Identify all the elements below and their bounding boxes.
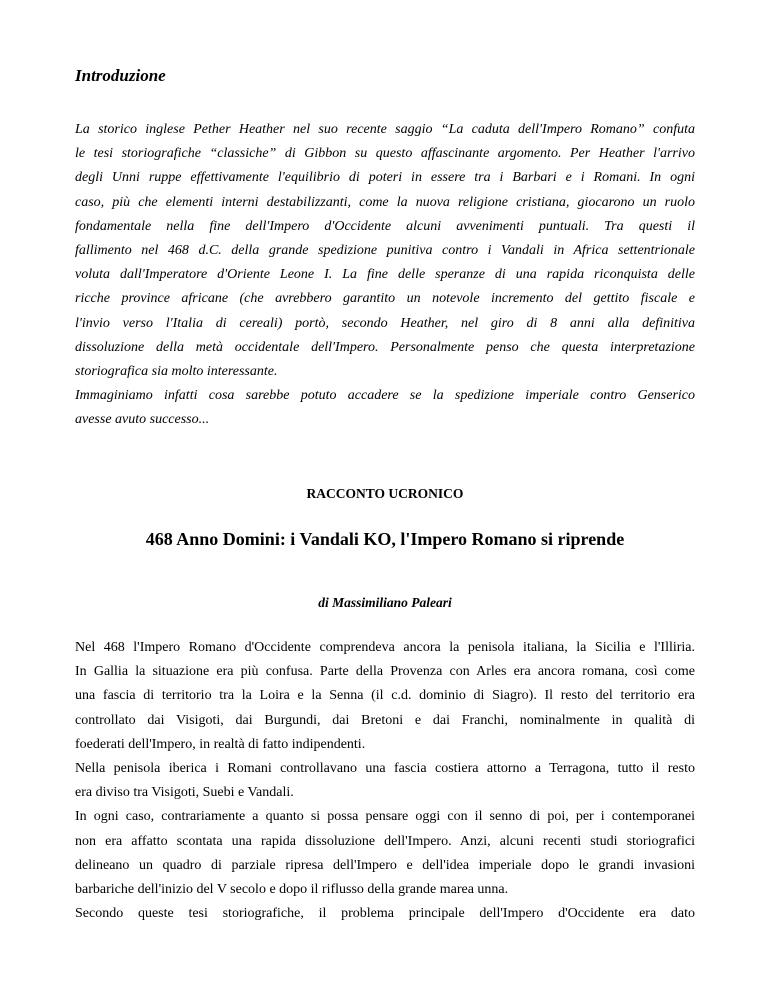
intro-paragraph [75, 384, 695, 432]
text-line: Nel 468 l'Impero Romano d'Occidente comprendeva ancora la penisola italiana, la Sicilia e l'Illiria. [75, 640, 695, 655]
text-line: era diviso tra Visigoti, Suebi e Vandali. [75, 785, 294, 801]
text-line: fondamentale nella fine dell'Impero d'Occidente alcuni avvenimenti puntuali. Tra questi il [75, 218, 695, 234]
text-line: avesse avuto successo... [75, 412, 210, 428]
text-line: non era affatto scontata una rapida dissoluzione dell'Impero. Anzi, alcuni recenti studi storiografici [75, 833, 695, 849]
text-line: fallimento nel 468 d.C. della grande spedizione punitiva contro i Vandali in Africa settentrionale [75, 242, 695, 258]
section-label: RACCONTO UCRONICO [306, 486, 464, 501]
story-text [75, 636, 695, 926]
text-line: La storico inglese Pether Heather nel suo recente saggio “La caduta dell'Impero Romano” confuta [75, 122, 695, 137]
text-line: foederati dell'Impero, in realtà di fatto indipendenti. [75, 736, 366, 752]
text-line: controllato dai Visigoti, dai Burgundi, dai Bretoni e dai Franchi, nominalmente in qualità di [75, 712, 695, 728]
text-line: In Gallia la situazione era più confusa. Parte della Provenza con Arles era ancora romana, così come [75, 664, 695, 680]
text-line: caso, più che elementi interni destabilizzanti, come la nuova religione cristiana, giocarono un ruolo [75, 194, 695, 210]
text-line: delineano un quadro di parziale ripresa dell'Impero e dell'idea imperiale dopo le grandi invasioni [75, 857, 695, 873]
story-paragraph [75, 902, 695, 926]
story-paragraph [75, 757, 695, 805]
intro-paragraph [75, 118, 695, 384]
text-line: Nella penisola iberica i Romani controllavano una fascia costiera attorno a Terragona, tutto il resto [75, 760, 695, 776]
text-line: ricche province africane (che avrebbero garantito un notevole incremento del gettito fiscale e [75, 291, 695, 307]
story-paragraph [75, 805, 695, 902]
text-line: l'invio verso l'Italia di cereali) portò, secondo Heather, nel giro di 8 anni alla definitiva [75, 315, 695, 331]
text-line: barbariche dell'inizio del V secolo e dopo il riflusso della grande marea unna. [75, 881, 509, 897]
text-line: Immaginiamo infatti cosa sarebbe potuto accadere se la spedizione imperiale contro Genserico [75, 388, 695, 404]
author-byline: di Massimiliano Paleari [318, 595, 452, 610]
intro-text [75, 118, 695, 432]
text-line: una fascia di territorio tra la Loira e la Senna (il c.d. dominio di Siagro). Il resto del territorio era [75, 688, 695, 704]
text-line: dissoluzione della metà occidentale dell'Impero. Personalmente penso che questa interpretazione [75, 339, 695, 355]
text-line: Secondo queste tesi storiografiche, il problema principale dell'Impero d'Occidente era dato [75, 906, 695, 922]
story-paragraph [75, 636, 695, 757]
text-line: voluta dall'Imperatore d'Oriente Leone I. La fine delle speranze di una rapida riconquista delle [75, 267, 695, 283]
text-line: In ogni caso, contrariamente a quanto si possa pensare oggi con il senno di poi, per i contemporanei [75, 809, 695, 825]
text-line: degli Unni ruppe effettivamente l'equilibrio di poteri in essere tra i Barbari e i Romani. In ogni [75, 170, 695, 186]
story-title: 468 Anno Domini: i Vandali KO, l'Impero Romano si riprende [145, 529, 625, 549]
text-line: storiografica sia molto interessante. [75, 363, 278, 379]
intro-heading: Introduzione [75, 66, 166, 85]
text-line: le tesi storiografiche “classiche” di Gibbon su questo affascinante argomento. Per Heather l'arrivo [75, 146, 695, 162]
